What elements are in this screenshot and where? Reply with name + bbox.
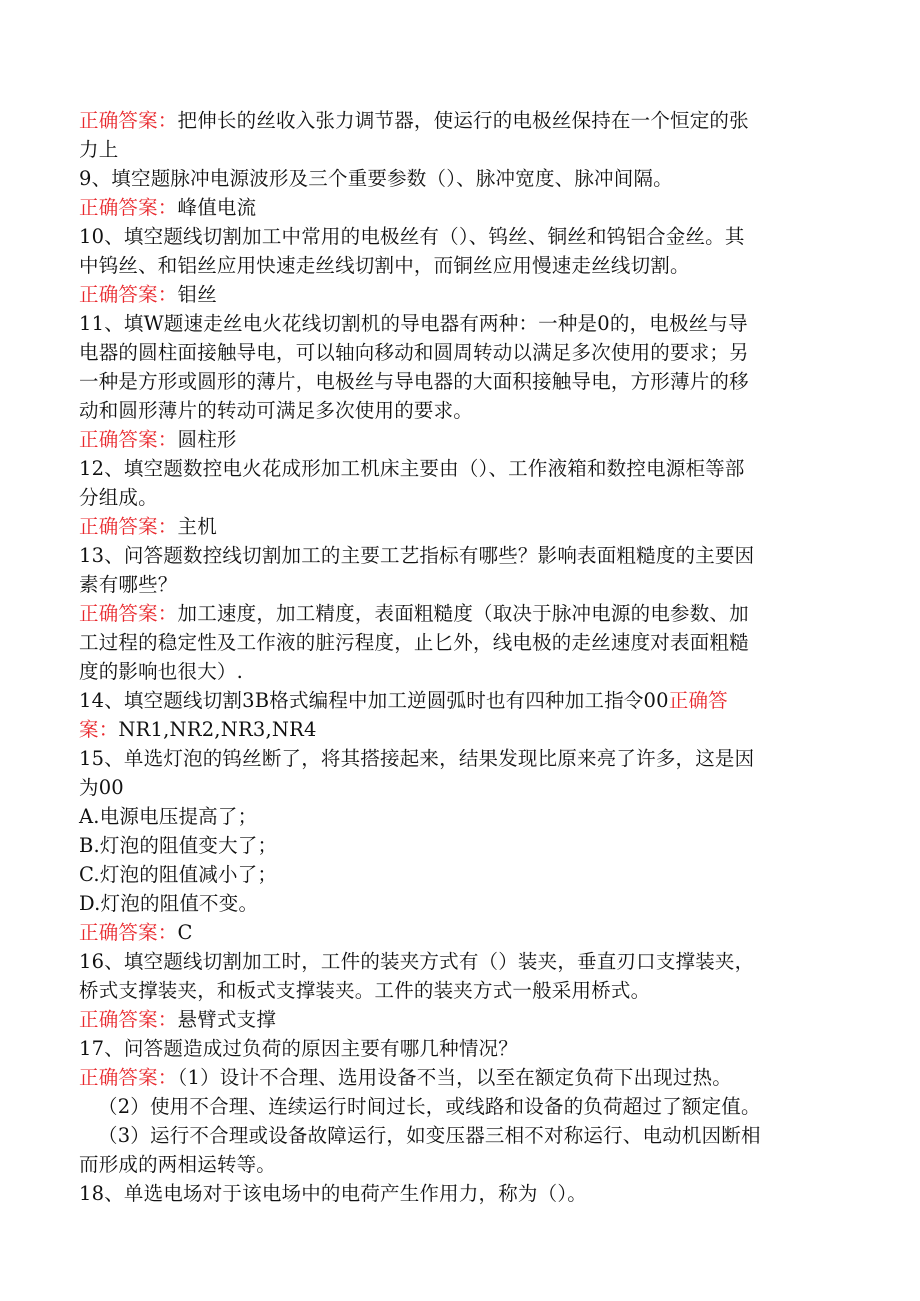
question-text: 10、填空题线切割加工中常用的电极丝有（）、钨丝、铜丝和钨铝合金丝。其	[79, 225, 745, 248]
question-text: B.灯泡的阻值变大了；	[79, 834, 278, 857]
text-line	[79, 715, 820, 744]
text-line	[79, 1121, 820, 1150]
answer-text: 主机	[177, 515, 217, 538]
text-line	[79, 1179, 820, 1208]
text-line	[79, 1063, 820, 1092]
answer-text: 加工速度，加工精度，表面粗糙度（取决于脉冲电源的电参数、加	[177, 602, 749, 625]
text-line	[79, 338, 820, 367]
text-line	[79, 628, 820, 657]
answer-label: 正确答案：	[79, 428, 178, 451]
text-line	[79, 454, 820, 483]
text-line	[79, 744, 820, 773]
answer-label: 正确答案：	[79, 921, 178, 944]
question-text: C.灯泡的阻值减小了；	[79, 863, 278, 886]
text-line	[79, 976, 820, 1005]
answer-text: NR1,NR2,NR3,NR4	[118, 718, 317, 741]
text-line	[79, 860, 820, 889]
question-text: A.电源电压提高了；	[79, 805, 258, 828]
question-text: 17、问答题造成过负荷的原因主要有哪几种情况？	[79, 1037, 518, 1060]
question-text: 动和圆形薄片的转动可满足多次使用的要求。	[79, 399, 474, 422]
answer-text: 把伸长的丝收入张力调节器，使运行的电极丝保持在一个恒定的张	[177, 109, 749, 132]
answer-text: 圆柱形	[177, 428, 237, 451]
question-text: 力上	[79, 138, 119, 161]
text-line	[79, 570, 820, 599]
answer-label: 正确答案：	[79, 283, 178, 306]
question-text: 11、填W题速走丝电火花线切割机的导电器有两种：一种是0的，电极丝与导	[79, 312, 748, 335]
question-text: 一种是方形或圆形的薄片，电极丝与导电器的大面积接触导电，方形薄片的移	[79, 370, 749, 393]
text-line	[79, 425, 820, 454]
text-line	[79, 657, 820, 686]
text-line	[79, 106, 820, 135]
text-line	[79, 831, 820, 860]
text-line	[79, 686, 820, 715]
text-line	[79, 773, 820, 802]
answer-text: C	[177, 921, 193, 944]
text-line	[79, 1034, 820, 1063]
question-text: 9、填空题脉冲电源波形及三个重要参数（）、脉冲宽度、脉冲间隔。	[79, 167, 673, 190]
text-line	[79, 309, 820, 338]
text-line	[79, 483, 820, 512]
question-text: 12、填空题数控电火花成形加工机床主要由（）、工作液箱和数控电源柜等部	[79, 457, 745, 480]
question-text: 16、填空题线切割加工时，工件的装夹方式有（）装夹，垂直刃口支撑装夹，	[79, 950, 755, 973]
text-line	[79, 802, 820, 831]
text-line	[79, 135, 820, 164]
question-text: 桥式支撑装夹，和板式支撑装夹。工件的装夹方式一般采用桥式。	[79, 979, 651, 1002]
question-text: （2）使用不合理、连续运行时间过长，或线路和设备的负荷超过了额定值。	[98, 1095, 761, 1118]
text-line	[79, 1005, 820, 1034]
answer-label: 正确答案：	[79, 1066, 178, 1089]
text-line	[79, 889, 820, 918]
answer-label: 正确答案：	[79, 602, 178, 625]
question-text: 18、单选电场对于该电场中的电荷产生作用力，称为（）。	[79, 1182, 587, 1205]
answer-text: （1）设计不合理、选用设备不当，以至在额定负荷下出现过热。	[177, 1066, 732, 1089]
answer-text: 悬臂式支撑	[177, 1008, 277, 1031]
question-text: 13、问答题数控线切割加工的主要工艺指标有哪些？影响表面粗糙度的主要因	[79, 544, 755, 567]
answer-label: 正确答案：	[79, 109, 178, 132]
text-line	[79, 1092, 820, 1121]
question-text: 电器的圆柱面接触导电，可以轴向移动和圆周转动以满足多次使用的要求；另	[79, 341, 749, 364]
text-line	[79, 164, 820, 193]
question-text: 度的影响也很大）.	[79, 660, 243, 683]
question-text: 中钨丝、和铝丝应用快速走丝线切割中，而铜丝应用慢速走丝线切割。	[79, 254, 690, 277]
question-text: 14、填空题线切割3B格式编程中加工逆圆弧时也有四种加工指令00	[79, 689, 669, 712]
question-text: 工过程的稳定性及工作液的脏污程度，止匕外，线电极的走丝速度对表面粗糙	[79, 631, 749, 654]
question-text: 15、单选灯泡的钨丝断了，将其搭接起来，结果发现比原来亮了许多，这是因	[79, 747, 755, 770]
text-line	[79, 599, 820, 628]
question-text: D.灯泡的阻值不变。	[79, 892, 259, 915]
question-text: 为00	[79, 776, 124, 799]
answer-label: 正确答案：	[79, 1008, 178, 1031]
answer-label: 正确答案：	[79, 515, 178, 538]
question-text: 素有哪些？	[79, 573, 178, 596]
question-text: 而形成的两相运转等。	[79, 1153, 277, 1176]
text-line	[79, 367, 820, 396]
text-line	[79, 396, 820, 425]
answer-label: 正确答案：	[79, 196, 178, 219]
question-text: （3）运行不合理或设备故障运行，如变压器三相不对称运行、电动机因断相	[98, 1124, 761, 1147]
text-line	[79, 947, 820, 976]
text-line	[79, 512, 820, 541]
text-line	[79, 918, 820, 947]
question-text: 分组成。	[79, 486, 158, 509]
text-line	[79, 280, 820, 309]
answer-text: 钼丝	[177, 283, 217, 306]
text-line	[79, 541, 820, 570]
answer-text: 峰值电流	[177, 196, 257, 219]
text-line	[79, 251, 820, 280]
text-line	[79, 193, 820, 222]
answer-label: 正确答	[668, 689, 728, 712]
text-line	[79, 222, 820, 251]
answer-label: 案：	[79, 718, 119, 741]
text-line	[79, 1150, 820, 1179]
